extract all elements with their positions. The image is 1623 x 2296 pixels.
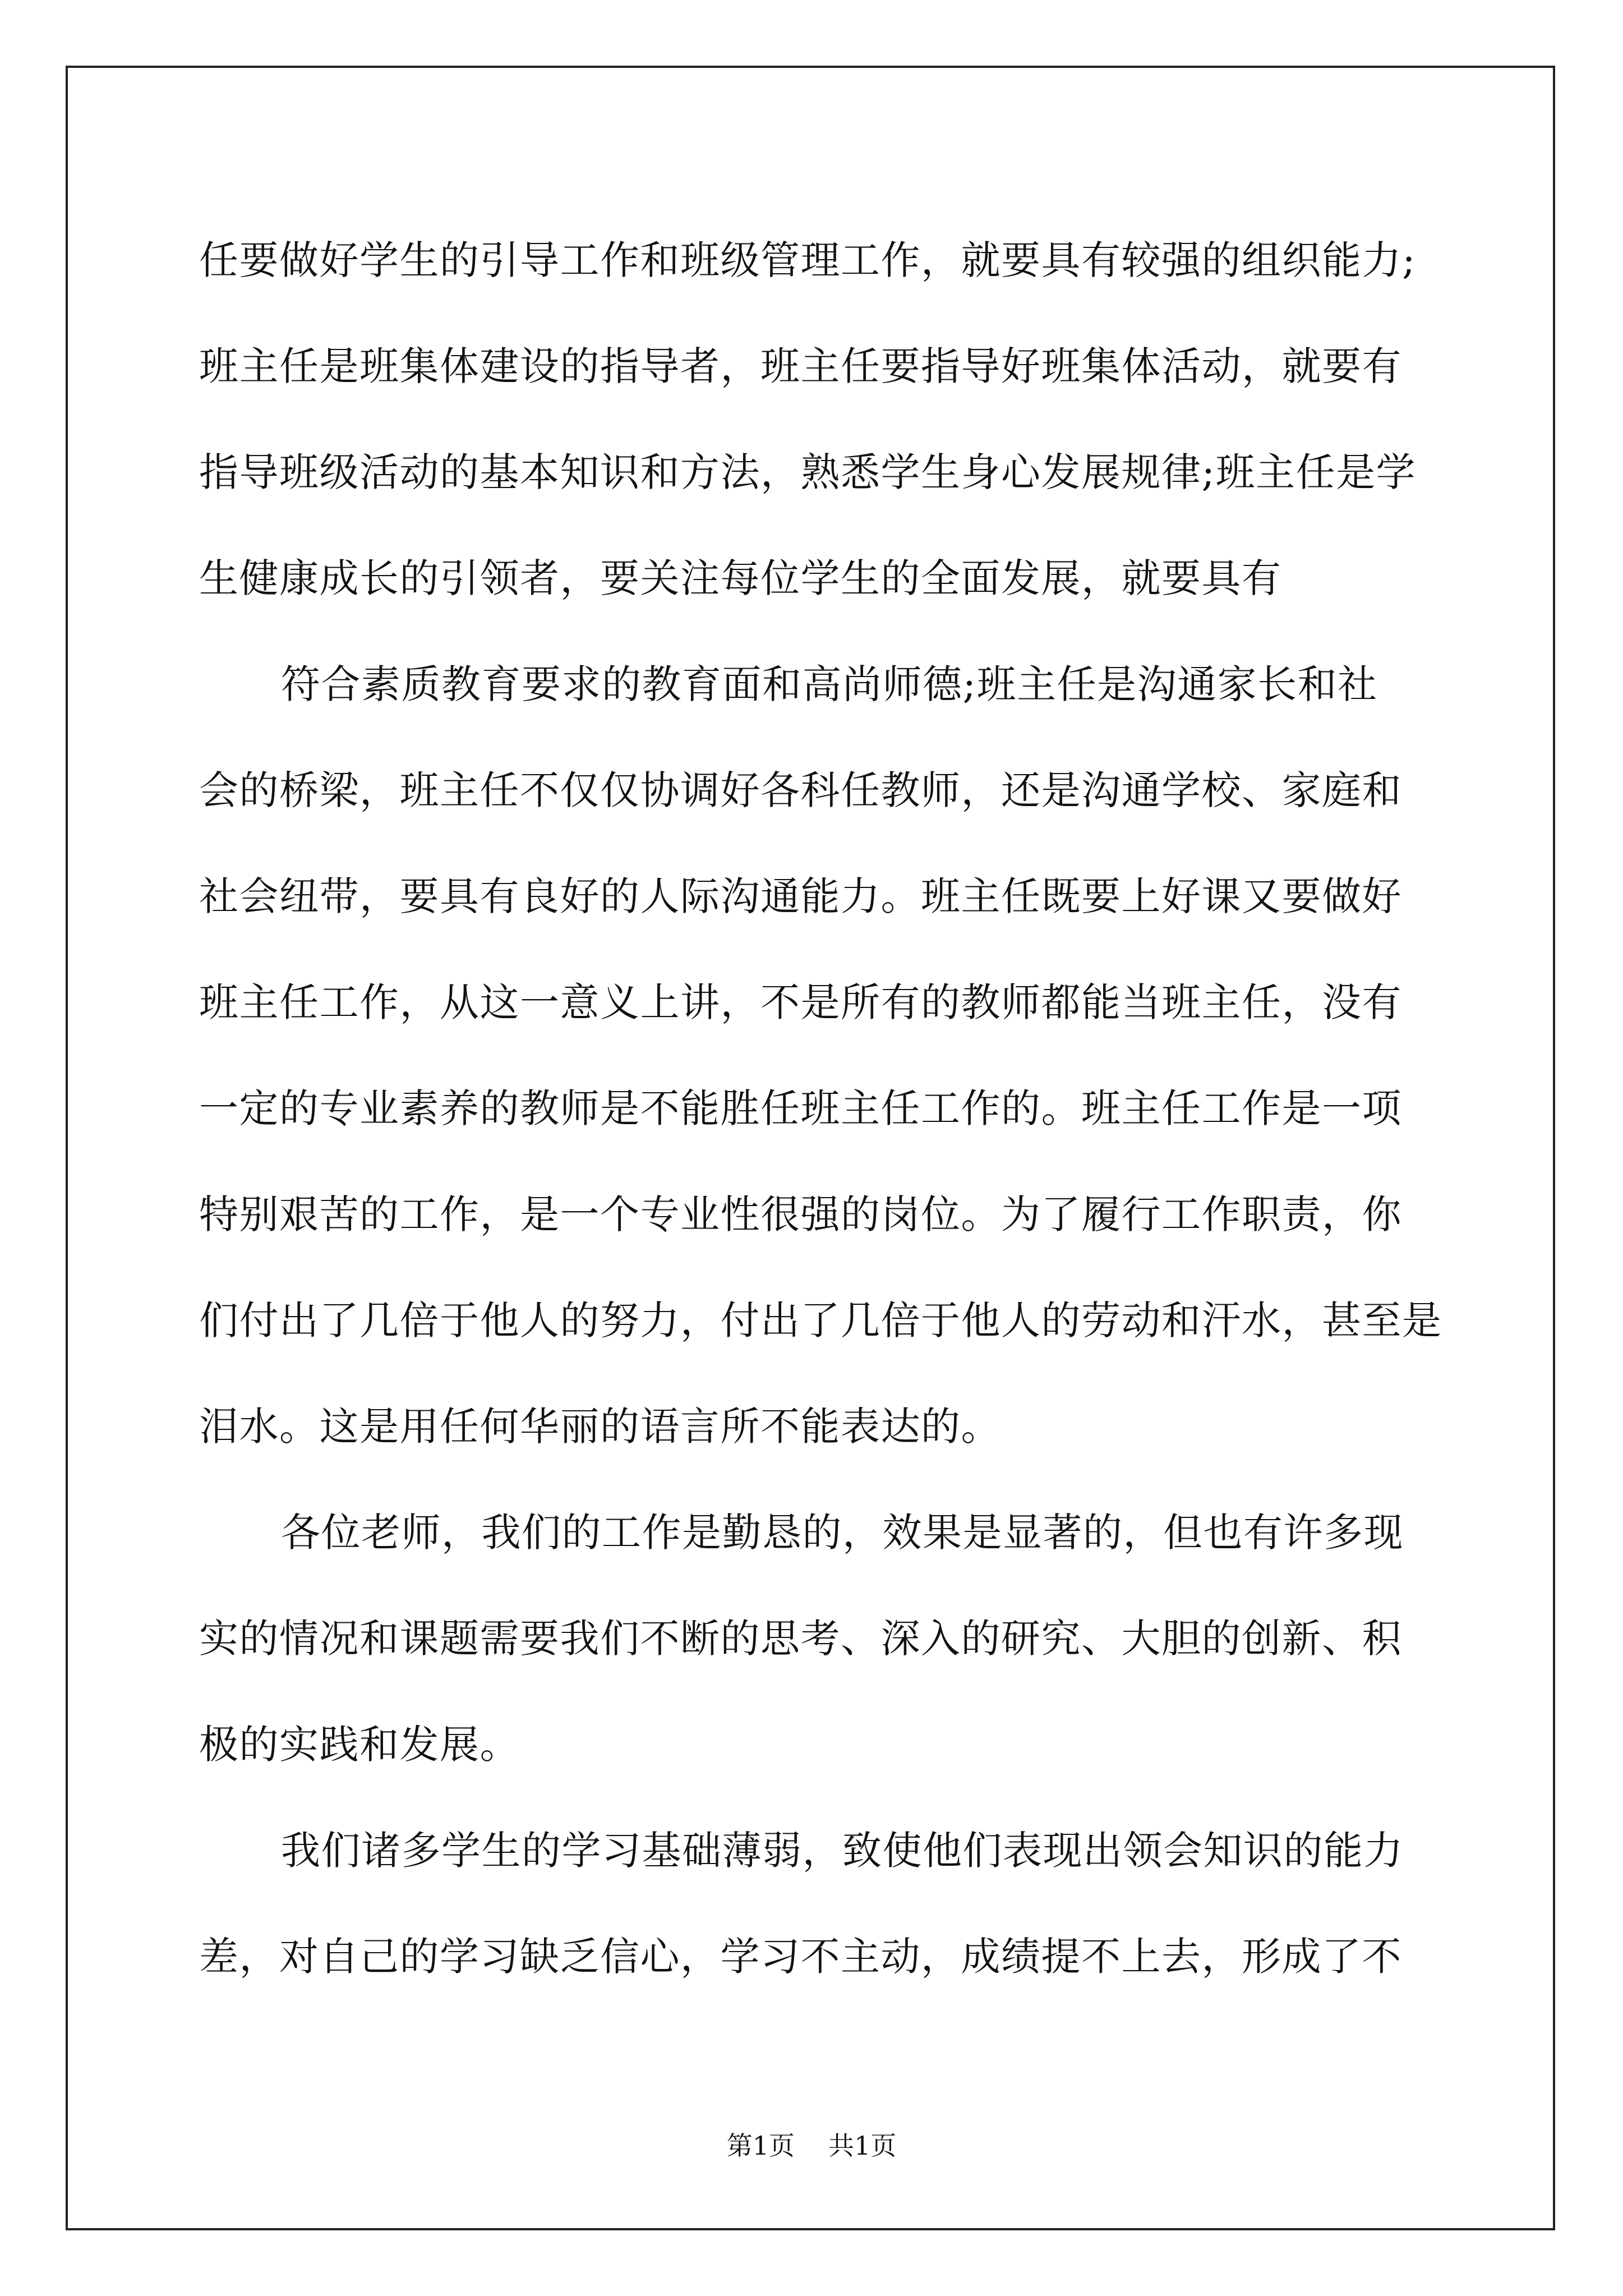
text-line: 指导班级活动的基本知识和方法，熟悉学生身心发展规律;班主任是学	[199, 449, 1417, 495]
text-line: 符合素质教育要求的教育面和高尚师德;班主任是沟通家长和社	[281, 661, 1378, 707]
text-line: 生健康成长的引领者，要关注每位学生的全面发展，就要具有	[199, 555, 1282, 601]
text-line: 一定的专业素养的教师是不能胜任班主任工作的。班主任工作是一项	[199, 1085, 1402, 1131]
page-number-current: 第1页	[726, 2131, 795, 2161]
text-line: 班主任是班集体建设的指导者，班主任要指导好班集体活动，就要有	[199, 343, 1402, 389]
text-line: 实的情况和课题需要我们不断的思考、深入的研究、大胆的创新、积	[199, 1616, 1402, 1662]
page-number-total: 共1页	[828, 2131, 897, 2161]
text-line: 差，对自己的学习缺乏信心，学习不主动，成绩提不上去，形成了不	[199, 1934, 1402, 1980]
text-line: 会的桥梁，班主任不仅仅协调好各科任教师，还是沟通学校、家庭和	[199, 767, 1402, 813]
text-line: 任要做好学生的引导工作和班级管理工作，就要具有较强的组织能力;	[199, 237, 1417, 283]
text-line: 各位老师，我们的工作是勤恳的，效果是显著的，但也有许多现	[281, 1510, 1404, 1556]
text-line: 班主任工作，从这一意义上讲，不是所有的教师都能当班主任，没有	[199, 979, 1402, 1025]
text-line: 我们诸多学生的学习基础薄弱，致使他们表现出领会知识的能力	[281, 1828, 1404, 1874]
text-line: 极的实践和发展。	[199, 1722, 520, 1768]
text-line: 特别艰苦的工作，是一个专业性很强的岗位。为了履行工作职责，你	[199, 1191, 1402, 1237]
text-line: 社会纽带，要具有良好的人际沟通能力。班主任既要上好课又要做好	[199, 873, 1402, 919]
text-line: 们付出了几倍于他人的努力，付出了几倍于他人的劳动和汗水，甚至是	[199, 1297, 1442, 1343]
page-footer	[0, 2129, 1623, 2162]
document-body	[199, 208, 1442, 2010]
text-line: 泪水。这是用任何华丽的语言所不能表达的。	[199, 1404, 1001, 1450]
